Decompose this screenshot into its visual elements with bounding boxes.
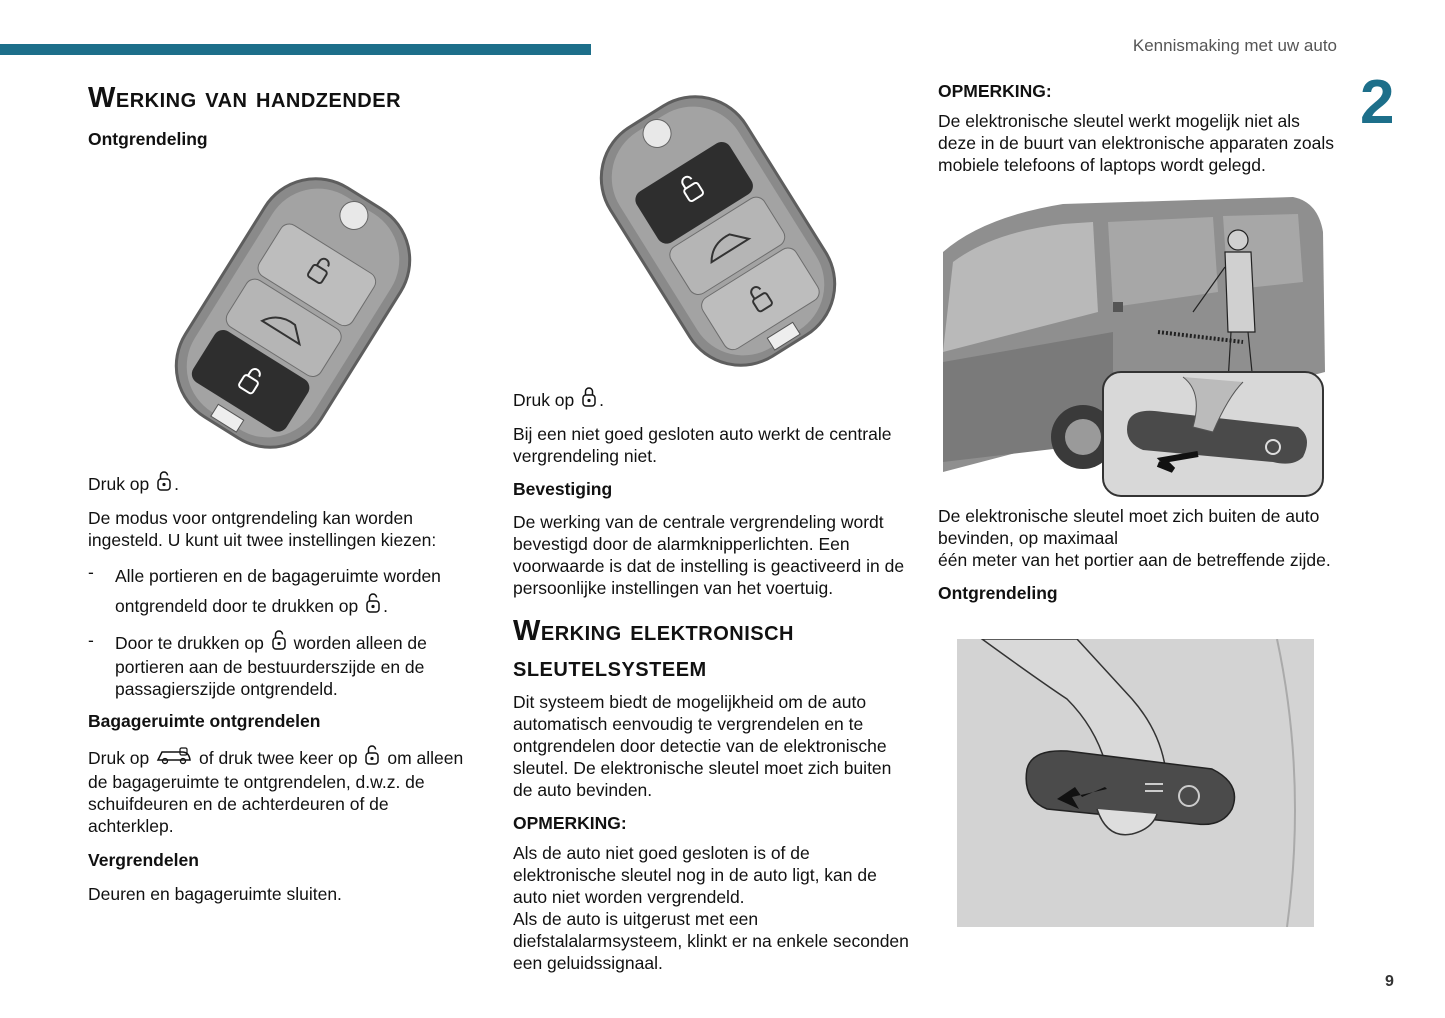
note-heading: OPMERKING: (938, 81, 1052, 101)
bullet-driver-side: - Door te drukken op worden alleen de portieren aan de bestuurderszijde en de passagierszijde ontgrendeld. (88, 630, 427, 699)
unlock-icon (364, 744, 380, 771)
door-handle-illustration (957, 639, 1314, 927)
column-2: Druk op . Bij een niet goed gesloten auto werkt de centrale vergrendeling niet. Bevestiging De werking van de centrale vergrendeling wordt bevestigd door de alarmknipperlichten. Een voorwaarde is dat de instelling is geactiveerd in de persoonlijke instellingen van het voertuig. Werking elektronisch sleutelsysteem Dit systeem biedt de mogelijkheid om de auto automatisch eenvoudig te vergrendelen en te ontgrendelen door detectie van de elektronische sleutel. De elektronische sleutel moet zich buiten de auto bevinden. OPMERKING: Als de auto niet goed gesloten is of de elektronische sleutel nog in de auto ligt, kan de auto niet worden vergrendeld. Als de auto is uitgerust met een diefstalalarmsysteem, klinkt er na enkele seconden een geluidssignaal. (513, 80, 913, 974)
lock-icon (581, 386, 597, 413)
cargo-heading: Bagageruimte ontgrendelen (88, 711, 321, 731)
confirm-heading: Bevestiging (513, 479, 613, 499)
header-accent-bar (0, 44, 591, 55)
range-text-2: één meter van het portier aan de betreffende zijde. (938, 550, 1331, 570)
section-title-keyless: Werking elektronisch sleutelsysteem (513, 615, 794, 683)
confirm-text: De werking van de centrale vergrendeling wordt bevestigd door de alarmknipperlichten. Een voorwaarde is dat de instelling is geactiveerd in de persoonlijke instellingen van het voertuig. (513, 512, 905, 598)
column-3 (938, 80, 1338, 176)
note-text-2: Als de auto is uitgerust met een diefstalalarmsysteem, klinkt er na enkele seconden een geluidssignaal. (513, 909, 909, 973)
lock-heading: Vergrendelen (88, 850, 199, 870)
system-text: Dit systeem biedt de mogelijkheid om de auto automatisch eenvoudig te vergrendelen en te ontgrendelen door detectie van de elektronische sleutel. De elektronische sleutel moet zich buiten de auto bevinden. (513, 692, 892, 800)
unlock-heading: Ontgrendeling (938, 583, 1058, 603)
press-prefix-text: Druk op (513, 390, 575, 410)
press-prefix-text: Druk op (88, 474, 150, 494)
column-3-lower (938, 505, 1338, 604)
van-unlock-icon (156, 746, 192, 771)
note-heading: OPMERKING: (513, 813, 627, 833)
header-title: Kennismaking met uw auto (1132, 36, 1337, 55)
chapter-number: 2 (1360, 68, 1395, 137)
unlock-icon (156, 470, 172, 497)
range-text-1: De elektronische sleutel moet zich buiten de auto bevinden, op maximaal (938, 506, 1320, 548)
section-title-remote: Werking van handzender (88, 82, 402, 114)
unlock-icon (365, 592, 381, 623)
unlock-icon (271, 629, 287, 656)
unlock-heading: Ontgrendeling (88, 129, 208, 149)
van-keyless-illustration (943, 192, 1328, 498)
not-locked-text: Bij een niet goed gesloten auto werkt de centrale vergrendeling niet. (513, 424, 892, 466)
bullet-all-doors: - Alle portieren en de bagageruimte worden ontgrendeld door te drukken op . (88, 561, 478, 623)
note-text-1: Als de auto niet goed gesloten is of de elektronische sleutel nog in de auto ligt, kan de auto niet worden vergrendeld. (513, 843, 877, 907)
page-number: 9 (1385, 973, 1394, 990)
note-text: De elektronische sleutel werkt mogelijk niet als deze in de buurt van elektronische apparaten zoals mobiele telefoons of laptops wordt gelegd. (938, 111, 1334, 175)
key-fob-unlock-illustration (88, 158, 478, 468)
column-1: Werking van handzender Ontgrendeling Druk op . De modus voor ontgrendeling kan worden ingesteld. U kunt uit twee instellingen kiezen: - Alle portieren en de bagageruimte worden ontgrendeld door te drukken op . - Door te drukken op worden alleen de portieren aan de bestuurderszijde en de passagierszijde ontgrendeld. Bagageruimte ontgrendelen Druk op of druk twee keer op om alleen de bagageruimte te ontgrendelen, d.w.z. de schuifdeuren en de achterdeuren of de achterklep. Vergrendelen Deuren en bagageruimte sluiten. (88, 80, 478, 905)
lock-text: Deuren en bagageruimte sluiten. (88, 884, 342, 904)
key-fob-lock-illustration (513, 80, 913, 380)
mode-text: De modus voor ontgrendeling kan worden ingesteld. U kunt uit twee instellingen kiezen: (88, 508, 437, 550)
